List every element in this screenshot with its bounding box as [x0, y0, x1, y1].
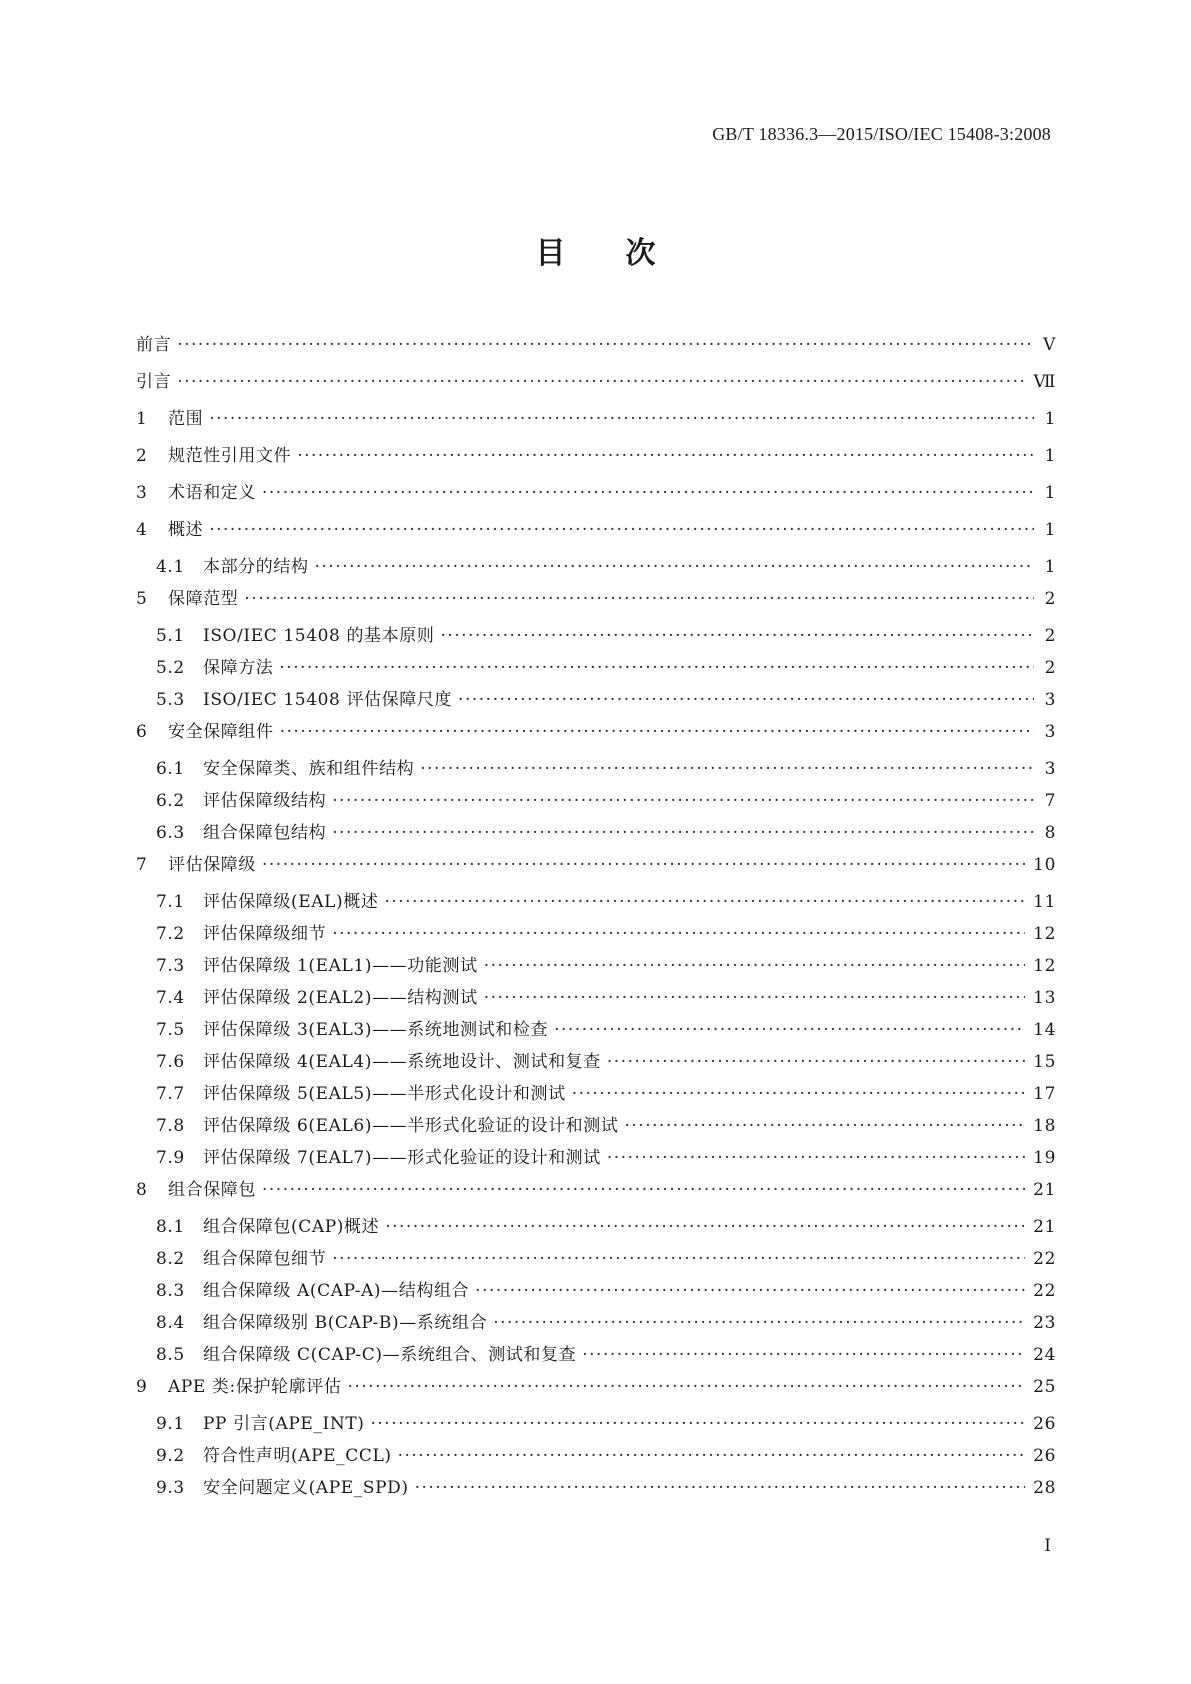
toc-entry-number: 7.4	[156, 988, 185, 1008]
toc-entry-label: 安全保障组件	[168, 722, 274, 742]
toc-entry-label: 术语和定义	[168, 483, 256, 503]
toc-entry-number: 4	[136, 520, 148, 540]
toc-entry-label: 评估保障级 3(EAL3)——系统地测试和检查	[203, 1020, 549, 1040]
toc-entry-page: 12	[1033, 956, 1056, 976]
toc-entry[interactable]	[136, 951, 1056, 983]
dot-leader	[280, 722, 1034, 742]
toc-entry-number: 7.2	[156, 924, 185, 944]
toc-entry-label: 评估保障级 2(EAL2)——结构测试	[203, 988, 478, 1008]
toc-entry-number: 3	[136, 483, 148, 503]
toc-entry-number: 7	[136, 855, 148, 875]
toc-entry[interactable]	[136, 786, 1056, 818]
toc-entry-number: 7.7	[156, 1084, 185, 1104]
toc-entry-page: 17	[1033, 1084, 1056, 1104]
toc-entry-number: 9	[136, 1377, 148, 1397]
toc-entry-label: 评估保障级 6(EAL6)——半形式化验证的设计和测试	[203, 1116, 619, 1136]
toc-entry-page: 12	[1033, 924, 1056, 944]
toc-entry-label: 组合保障包	[168, 1180, 256, 1200]
toc-entry[interactable]	[136, 552, 1056, 584]
toc-entry[interactable]	[136, 1079, 1056, 1111]
toc-entry[interactable]	[136, 478, 1056, 515]
toc-entry-label: PP 引言(APE_INT)	[203, 1414, 365, 1434]
toc-entry-label: 评估保障级 1(EAL1)——功能测试	[203, 956, 478, 976]
toc-entry[interactable]	[136, 1276, 1056, 1308]
dot-leader	[385, 1217, 1025, 1237]
toc-entry-page: 22	[1033, 1281, 1056, 1301]
toc-entry-label: 符合性声明(APE_CCL)	[203, 1446, 392, 1466]
toc-entry[interactable]	[136, 1212, 1056, 1244]
toc-entry-page: 18	[1033, 1116, 1056, 1136]
toc-entry-label: 组合保障级 A(CAP-A)—结构组合	[203, 1281, 470, 1301]
toc-entry-label: 安全问题定义(APE_SPD)	[203, 1478, 409, 1498]
toc-entry-label: 评估保障级 7(EAL7)——形式化验证的设计和测试	[203, 1148, 601, 1168]
dot-leader	[177, 335, 1034, 355]
toc-entry[interactable]	[136, 887, 1056, 919]
toc-entry-page: 21	[1033, 1180, 1056, 1200]
dot-leader	[332, 924, 1025, 944]
toc-entry[interactable]	[136, 1143, 1056, 1175]
toc-entry-label: 评估保障级结构	[203, 791, 327, 811]
toc-entry[interactable]	[136, 919, 1056, 951]
toc-entry[interactable]	[136, 1473, 1056, 1505]
toc-entry-number: 5.3	[156, 690, 185, 710]
dot-leader	[554, 1020, 1025, 1040]
toc-entry-number: 9.2	[156, 1446, 185, 1466]
dot-leader	[332, 791, 1034, 811]
toc-entry[interactable]	[136, 367, 1056, 404]
dot-leader	[493, 1313, 1025, 1333]
toc-entry[interactable]	[136, 584, 1056, 621]
toc-entry-page: 1	[1044, 409, 1056, 429]
toc-entry-page: 23	[1033, 1313, 1056, 1333]
dot-leader	[475, 1281, 1025, 1301]
dot-leader	[484, 988, 1025, 1008]
toc-entry[interactable]	[136, 818, 1056, 850]
toc-entry-label: ISO/IEC 15408 评估保障尺度	[203, 690, 453, 710]
toc-entry-number: 8.2	[156, 1249, 185, 1269]
toc-entry[interactable]	[136, 1175, 1056, 1212]
toc-entry-page: Ⅴ	[1043, 335, 1056, 355]
dot-leader	[398, 1446, 1026, 1466]
toc-entry-number: 6.3	[156, 823, 185, 843]
toc-entry[interactable]	[136, 1372, 1056, 1409]
toc-entry-number: 8.3	[156, 1281, 185, 1301]
toc-entry-page: 15	[1033, 1052, 1056, 1072]
toc-entry[interactable]	[136, 717, 1056, 754]
toc-entry-page: 3	[1044, 722, 1056, 742]
dot-leader	[384, 892, 1025, 912]
toc-entry-label: 评估保障级细节	[203, 924, 327, 944]
toc-entry-label: 范围	[168, 409, 204, 429]
toc-entry-number: 7.6	[156, 1052, 185, 1072]
toc-entry-number: 9.3	[156, 1478, 185, 1498]
toc-entry-label: 概述	[168, 520, 204, 540]
toc-entry-label: ISO/IEC 15408 的基本原则	[203, 626, 435, 646]
toc-entry-page: 28	[1033, 1478, 1056, 1498]
toc-entry-label: APE 类:保护轮廓评估	[168, 1377, 342, 1397]
toc-entry[interactable]	[136, 515, 1056, 552]
toc-entry-number: 6.2	[156, 791, 185, 811]
toc-entry[interactable]	[136, 1409, 1056, 1441]
toc-entry[interactable]	[136, 1441, 1056, 1473]
toc-entry-label: 安全保障类、族和组件结构	[203, 759, 415, 779]
toc-entry-label: 前言	[136, 335, 172, 355]
toc-entry-number: 7.5	[156, 1020, 185, 1040]
toc-entry-label: 评估保障级 4(EAL4)——系统地设计、测试和复查	[203, 1052, 601, 1072]
toc-entry[interactable]	[136, 1111, 1056, 1143]
dot-leader	[209, 520, 1034, 540]
toc-entry-number: 2	[136, 446, 148, 466]
dot-leader	[607, 1148, 1025, 1168]
toc-entry[interactable]	[136, 1015, 1056, 1047]
toc-entry-number: 8.5	[156, 1345, 185, 1365]
toc-entry-page: 13	[1033, 988, 1056, 1008]
toc-entry[interactable]	[136, 983, 1056, 1015]
toc-entry-page: 1	[1044, 557, 1056, 577]
toc-entry-number: 7.9	[156, 1148, 185, 1168]
toc-entry[interactable]	[136, 1047, 1056, 1079]
toc-entry-label: 评估保障级	[168, 855, 256, 875]
toc-entry-page: 19	[1033, 1148, 1056, 1168]
toc-entry-number: 5.1	[156, 626, 185, 646]
toc-entry-page: 3	[1044, 759, 1056, 779]
dot-leader	[371, 1414, 1026, 1434]
toc-entry[interactable]	[136, 441, 1056, 478]
toc-entry[interactable]	[136, 850, 1056, 887]
dot-leader	[315, 557, 1034, 577]
dot-leader	[262, 1180, 1025, 1200]
dot-leader	[572, 1084, 1025, 1104]
toc-entry[interactable]	[136, 621, 1056, 653]
dot-leader	[624, 1116, 1025, 1136]
toc-entry-label: 规范性引用文件	[168, 446, 292, 466]
dot-leader	[262, 483, 1034, 503]
dot-leader	[347, 1377, 1025, 1397]
toc-entry[interactable]	[136, 754, 1056, 786]
toc-entry-page: Ⅶ	[1033, 372, 1056, 392]
toc-entry-label: 保障范型	[168, 589, 239, 609]
toc-entry-number: 8	[136, 1180, 148, 1200]
toc-entry-page: 24	[1033, 1345, 1056, 1365]
dot-leader	[332, 823, 1034, 843]
toc-entry-number: 7.3	[156, 956, 185, 976]
dot-leader	[332, 1249, 1025, 1269]
page-title: 目次	[535, 236, 716, 271]
toc-entry-number: 4.1	[156, 557, 185, 577]
toc-entry-label: 组合保障级别 B(CAP-B)—系统组合	[203, 1313, 488, 1333]
dot-leader	[484, 956, 1025, 976]
dot-leader	[297, 446, 1034, 466]
dot-leader	[415, 1478, 1026, 1498]
toc-entry-page: 25	[1033, 1377, 1056, 1397]
toc-entry-label: 组合保障包细节	[203, 1249, 327, 1269]
toc-entry[interactable]	[136, 1340, 1056, 1372]
toc-entry-page: 2	[1044, 589, 1056, 609]
page-number: I	[1044, 1536, 1051, 1556]
toc-entry-page: 21	[1033, 1217, 1056, 1237]
toc-entry-page: 2	[1044, 658, 1056, 678]
toc-entry[interactable]	[136, 685, 1056, 717]
toc-entry-page: 1	[1044, 446, 1056, 466]
toc-entry-page: 1	[1044, 520, 1056, 540]
toc-entry-page: 22	[1033, 1249, 1056, 1269]
toc-entry-label: 组合保障级 C(CAP-C)—系统组合、测试和复查	[203, 1345, 577, 1365]
standard-identifier: GB/T 18336.3—2015/ISO/IEC 15408-3:2008	[712, 124, 1051, 144]
toc-entry-label: 组合保障包结构	[203, 823, 327, 843]
dot-leader	[582, 1345, 1025, 1365]
toc-entry-label: 本部分的结构	[203, 557, 309, 577]
toc-entry-page: 1	[1044, 483, 1056, 503]
toc-entry-page: 26	[1033, 1414, 1056, 1434]
dot-leader	[177, 372, 1025, 392]
toc-entry-number: 7.1	[156, 892, 185, 912]
dot-leader	[279, 658, 1034, 678]
toc-entry-number: 7.8	[156, 1116, 185, 1136]
toc-entry-label: 评估保障级 5(EAL5)——半形式化设计和测试	[203, 1084, 566, 1104]
toc-entry-page: 14	[1033, 1020, 1056, 1040]
toc-entry-label: 组合保障包(CAP)概述	[203, 1217, 380, 1237]
toc-entry-page: 10	[1033, 855, 1056, 875]
toc-entry[interactable]	[136, 1308, 1056, 1340]
toc-entry-number: 1	[136, 409, 148, 429]
dot-leader	[262, 855, 1025, 875]
toc-entry-number: 8.4	[156, 1313, 185, 1333]
toc-entry[interactable]	[136, 330, 1056, 367]
toc-entry-number: 9.1	[156, 1414, 185, 1434]
dot-leader	[440, 626, 1034, 646]
toc-entry-page: 7	[1044, 791, 1056, 811]
toc-entry[interactable]	[136, 404, 1056, 441]
toc-entry-page: 26	[1033, 1446, 1056, 1466]
toc-entry-label: 评估保障级(EAL)概述	[203, 892, 379, 912]
toc-entry-page: 2	[1044, 626, 1056, 646]
toc-entry-number: 6.1	[156, 759, 185, 779]
toc-entry-number: 6	[136, 722, 148, 742]
toc-entry-label: 保障方法	[203, 658, 274, 678]
dot-leader	[209, 409, 1034, 429]
dot-leader	[607, 1052, 1025, 1072]
toc-entry-number: 5	[136, 589, 148, 609]
dot-leader	[420, 759, 1034, 779]
dot-leader	[244, 589, 1034, 609]
dot-leader	[458, 690, 1034, 710]
toc-entry-page: 11	[1033, 892, 1056, 912]
toc-entry[interactable]	[136, 653, 1056, 685]
toc-entry-label: 引言	[136, 372, 172, 392]
toc-entry-page: 3	[1044, 690, 1056, 710]
toc-entry-number: 5.2	[156, 658, 185, 678]
toc-entry-number: 8.1	[156, 1217, 185, 1237]
table-of-contents	[136, 330, 1056, 1505]
toc-entry[interactable]	[136, 1244, 1056, 1276]
toc-entry-page: 8	[1044, 823, 1056, 843]
